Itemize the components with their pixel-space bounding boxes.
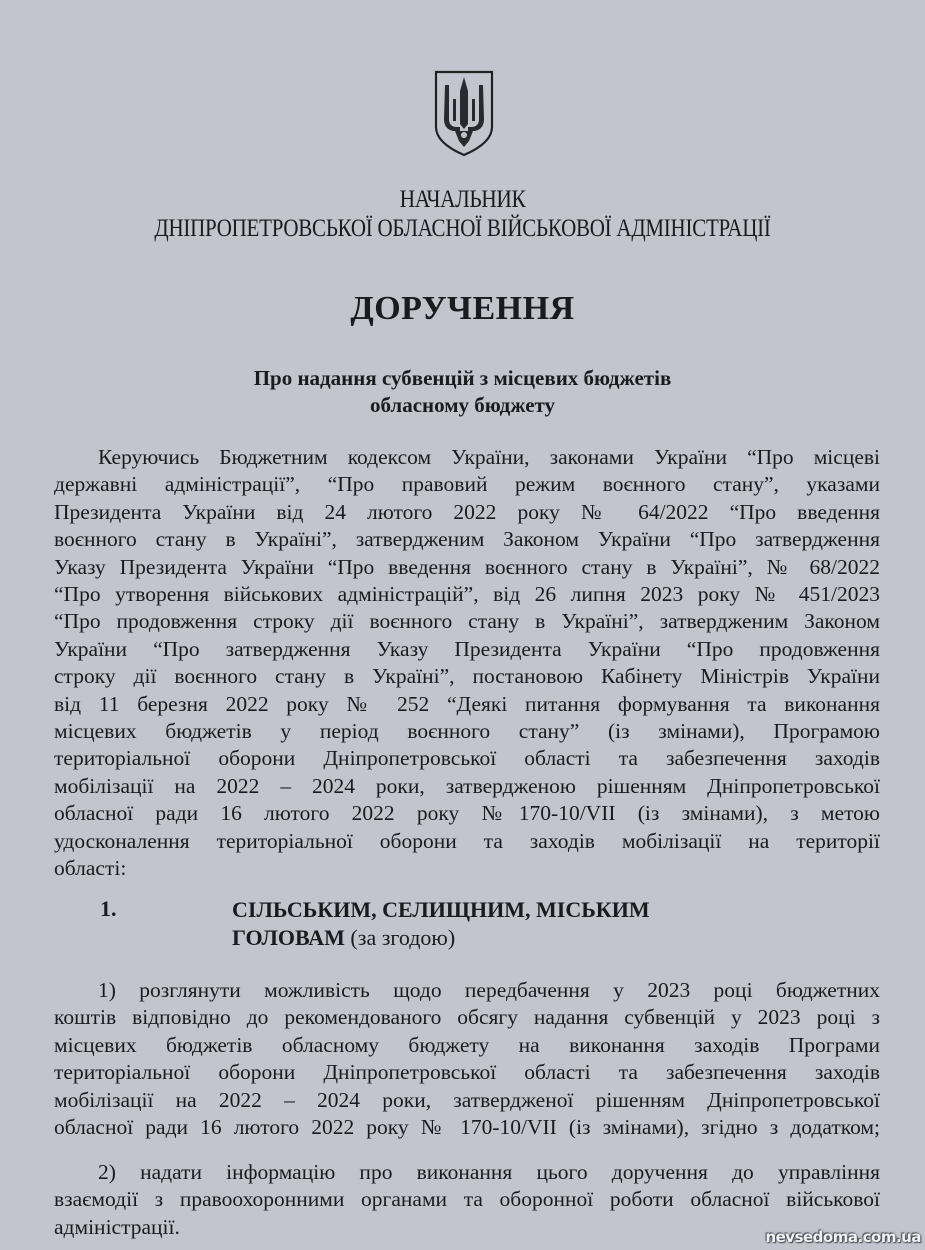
paragraph-line: адміністрації. bbox=[54, 1214, 180, 1239]
paragraph-line: територіальної оборони Дніпропетровської області та забезпечення заходів bbox=[54, 1060, 880, 1085]
item-heading-line: СІЛЬСЬКИМ, СЕЛИЩНИМ, МІСЬКИМ bbox=[232, 897, 650, 922]
subject-line: обласному бюджету bbox=[369, 393, 556, 417]
subject-line: Про надання субвенцій з місцевих бюджетів bbox=[253, 366, 672, 390]
subitem-1-paragraph bbox=[54, 977, 880, 1141]
paragraph-line: обласної ради 16 лютого 2022 року №170-10/VII (із змінами), з метою bbox=[54, 801, 880, 826]
paragraph-line: державні адміністрації”, “Про правовий режим воєнного стану”, указами bbox=[54, 472, 880, 497]
intro-paragraph bbox=[54, 444, 880, 883]
paragraph-line: Президента України від 24 лютого 2022 року № 64/2022 “Про введення bbox=[54, 499, 880, 524]
paragraph-line: територіальної оборони Дніпропетровської області та забезпечення заходів bbox=[54, 746, 880, 771]
item-heading-addressee: ГОЛОВАМ bbox=[232, 925, 345, 950]
paragraph-line: мобілізації на 2022 – 2024 роки, затвердженої рішенням Дніпропетровської bbox=[54, 1087, 880, 1112]
paragraph-line: обласної ради 16 лютого 2022 року № 170-10/VII (із змінами), згідно з додатком; bbox=[54, 1115, 880, 1140]
paragraph-line: місцевих бюджетів у період воєнного стану” (із змінами), Програмою bbox=[54, 719, 880, 744]
paragraph-line: України “Про затвердження Указу Президента України “Про продовження bbox=[54, 636, 880, 661]
document-title: ДОРУЧЕННЯ bbox=[350, 290, 575, 327]
trident-emblem-icon bbox=[433, 69, 495, 157]
watermark-text: nevsedoma.com.ua bbox=[765, 1228, 921, 1246]
paragraph-line: Керуючись Бюджетним кодексом України, законами України “Про місцеві bbox=[98, 445, 880, 469]
item-heading-note: (за згодою) bbox=[350, 925, 456, 950]
document-subject bbox=[0, 365, 925, 419]
paragraph-line: місцевих бюджетів обласному бюджету на виконання заходів Програми bbox=[54, 1032, 880, 1057]
paragraph-line: Указу Президента України “Про введення воєнного стану в Україні”, № 68/2022 bbox=[54, 554, 880, 579]
paragraph-line: від 11 березня 2022 року № 252 “Деякі питання формування та виконання bbox=[54, 691, 880, 716]
paragraph-line: області: bbox=[54, 856, 127, 881]
paragraph-line: удосконалення територіальної оборони та заходів мобілізації на території bbox=[54, 828, 880, 853]
subitem-2-paragraph bbox=[54, 1159, 880, 1241]
paragraph-line: 1) розглянути можливість щодо передбачення у 2023 році бюджетних bbox=[98, 978, 880, 1002]
issuer-title: НАЧАЛЬНИК bbox=[399, 186, 526, 213]
issuer-organization: ДНІПРОПЕТРОВСЬКОЇ ОБЛАСНОЇ ВІЙСЬКОВОЇ АДМІНІСТРАЦІЇ bbox=[154, 215, 771, 242]
paragraph-line: 2) надати інформацію про виконання цього доручення до управління bbox=[98, 1160, 880, 1184]
paragraph-line: “Про продовження строку дії воєнного стану в Україні”, затвердженим Законом bbox=[54, 609, 880, 634]
paragraph-line: воєнного стану в Україні”, затвердженим Законом України “Про затвердження bbox=[54, 527, 880, 552]
paragraph-line: строку дії воєнного стану в Україні”, постановою Кабінету Міністрів України bbox=[54, 664, 880, 689]
item-heading bbox=[232, 896, 650, 952]
paragraph-line: коштів відповідно до рекомендованого обсягу надання субвенцій у 2023 році з bbox=[54, 1005, 880, 1030]
paragraph-line: взаємодії з правоохоронними органами та оборонної роботи обласної військової bbox=[54, 1187, 880, 1212]
paragraph-line: “Про утворення військових адміністрацій”, від 26 липня 2023 року № 451/2023 bbox=[54, 582, 880, 607]
item-number: 1. bbox=[100, 896, 117, 921]
paragraph-line: мобілізації на 2022 – 2024 роки, затвердженою рішенням Дніпропетровської bbox=[54, 773, 880, 798]
